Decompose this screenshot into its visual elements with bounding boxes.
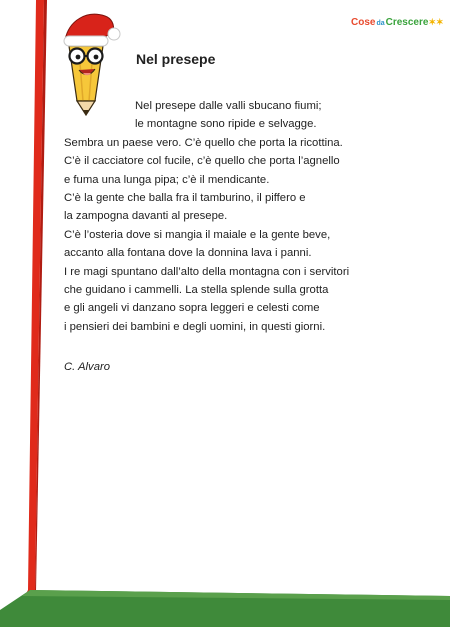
poem-line: Nel presepe dalle valli sbucano fiumi; (135, 100, 322, 112)
poem-author: C. Alvaro (64, 361, 111, 373)
poem-body (64, 97, 434, 336)
poem-line: che guidano i cammelli. La stella splende sulla grotta (64, 284, 329, 297)
page-title: Nel presepe (136, 51, 216, 67)
poem-line: C’è la gente che balla fra il tamburino, il piffero e (64, 192, 306, 205)
poem-line: e fuma una lunga pipa; c’è il mendicante. (64, 173, 270, 186)
red-ribbon-decoration (0, 0, 60, 627)
green-band-decoration (0, 590, 450, 627)
poem-line: le montagne sono ripide e selvagge. (135, 118, 317, 131)
brand-stars-icon: ✶✶ (428, 17, 444, 27)
poem-line: C’è l’osteria dove si mangia il maiale e la gente beve, (64, 228, 331, 241)
poem-line: i pensieri dei bambini e degli uomini, in questi giorni. (64, 320, 326, 333)
poem-line: I re magi spuntano dall’alto della montagna con i servitori (64, 265, 350, 278)
poem-line: Sembra un paese vero. C’è quello che porta la ricottina. (64, 136, 343, 149)
poem-line: e gli angeli vi danzano sopra leggeri e celesti come (64, 302, 320, 315)
brand-word-2: da (376, 20, 385, 27)
poem-line: accanto alla fontana dove la donnina lava i panni. (64, 247, 312, 260)
brand-word-1: Cose (351, 17, 376, 28)
poem-line: C’è il cacciatore col fucile, c’è quello che porta l’agnello (64, 155, 340, 168)
poem-line: la zampogna davanti al presepe. (64, 210, 228, 223)
brand-word-3: Crescere (385, 17, 429, 28)
brand-logo (351, 13, 444, 31)
